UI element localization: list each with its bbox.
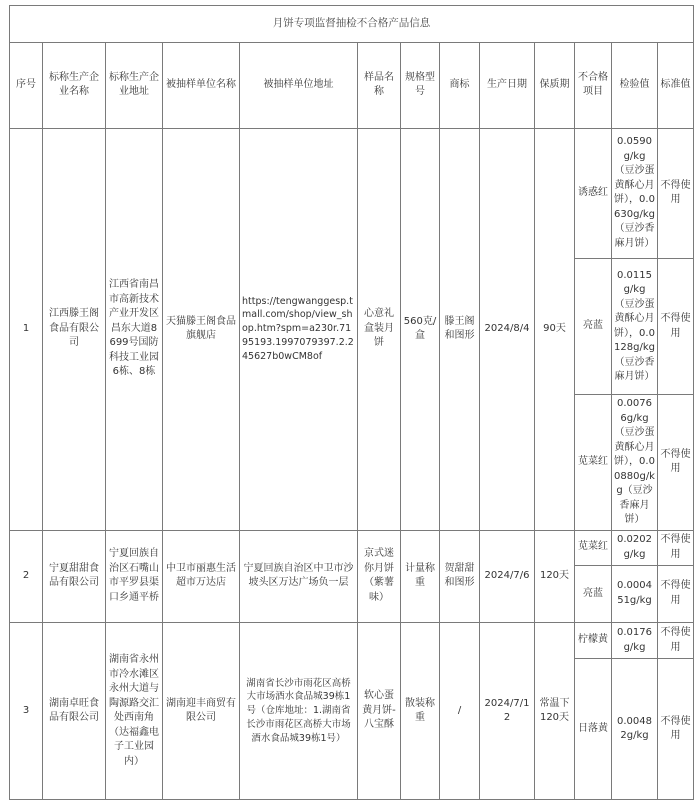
cell-seq: 2 <box>10 530 43 622</box>
cell-spec: 560克/盒 <box>401 128 440 530</box>
table-row <box>10 128 694 259</box>
header-sampled-unit-name: 被抽样单位名称 <box>163 43 240 128</box>
cell-standard-value: 不得使用 <box>658 659 694 800</box>
cell-production-date: 2024/7/12 <box>480 623 535 800</box>
header-manufacturer-address: 标称生产企业地址 <box>106 43 163 128</box>
cell-test-value: 0.0590g/kg（豆沙蛋黄酥心月饼），0.0630g/kg（豆沙香麻月饼） <box>612 128 658 259</box>
header-manufacturer-name: 标称生产企业名称 <box>43 43 106 128</box>
cell-test-value: 0.00482g/kg <box>612 659 658 800</box>
cell-standard-value: 不得使用 <box>658 128 694 259</box>
header-failed-item: 不合格项目 <box>575 43 612 128</box>
cell-test-value: 0.000451g/kg <box>612 565 658 622</box>
cell-sampled-unit-address: 宁夏回族自治区中卫市沙坡头区万达广场负一层 <box>240 530 358 622</box>
cell-failed-item: 亮蓝 <box>575 259 612 395</box>
cell-brand: 滕王阁和图形 <box>440 128 480 530</box>
header-production-date: 生产日期 <box>480 43 535 128</box>
cell-failed-item: 柠檬黄 <box>575 623 612 659</box>
cell-manufacturer-name: 宁夏甜甜食品有限公司 <box>43 530 106 622</box>
cell-brand: / <box>440 623 480 800</box>
cell-seq: 1 <box>10 128 43 530</box>
cell-test-value: 0.0202g/kg <box>612 530 658 565</box>
cell-shelf-life: 90天 <box>535 128 575 530</box>
nonconforming-products-table <box>9 5 694 800</box>
cell-sample-name: 心意礼盒装月饼 <box>358 128 401 530</box>
header-spec: 规格型号 <box>401 43 440 128</box>
cell-spec: 计量称重 <box>401 530 440 622</box>
cell-sampled-unit-name: 中卫市丽惠生活超市万达店 <box>163 530 240 622</box>
cell-sampled-unit-address: 湖南省长沙市雨花区高桥大市场酒水食品城39栋1号（仓库地址：1.湖南省长沙市雨花区高桥大市场酒水食品城39栋1号） <box>240 623 358 800</box>
cell-test-value: 0.0176g/kg <box>612 623 658 659</box>
cell-spec: 散装称重 <box>401 623 440 800</box>
cell-standard-value: 不得使用 <box>658 530 694 565</box>
header-shelf-life: 保质期 <box>535 43 575 128</box>
cell-brand: 贺甜甜和图形 <box>440 530 480 622</box>
cell-manufacturer-name: 江西滕王阁食品有限公司 <box>43 128 106 530</box>
cell-standard-value: 不得使用 <box>658 394 694 530</box>
header-seq: 序号 <box>10 43 43 128</box>
cell-failed-item: 苋菜红 <box>575 530 612 565</box>
header-sampled-unit-address: 被抽样单位地址 <box>240 43 358 128</box>
header-standard-value: 标准值 <box>658 43 694 128</box>
table-title: 月饼专项监督抽检不合格产品信息 <box>10 6 694 43</box>
cell-shelf-life: 120天 <box>535 530 575 622</box>
cell-manufacturer-address: 江西省南昌市高新技术产业开发区昌东大道8699号国防科技工业园6栋、8栋 <box>106 128 163 530</box>
cell-sampled-unit-address: https://tengwanggesp.tmall.com/shop/view_shop.htm?spm=a230r.7195193.1997079397.2.245627b0wCM8of <box>240 128 358 530</box>
cell-test-value: 0.00766g/kg（豆沙蛋黄酥心月饼），0.00880g/kg（豆沙香麻月饼） <box>612 394 658 530</box>
cell-seq: 3 <box>10 623 43 800</box>
header-sample-name: 样品名称 <box>358 43 401 128</box>
cell-production-date: 2024/8/4 <box>480 128 535 530</box>
cell-production-date: 2024/7/6 <box>480 530 535 622</box>
cell-standard-value: 不得使用 <box>658 259 694 395</box>
header-test-value: 检验值 <box>612 43 658 128</box>
header-brand: 商标 <box>440 43 480 128</box>
cell-test-value: 0.0115g/kg（豆沙蛋黄酥心月饼），0.0128g/kg（豆沙香麻月饼） <box>612 259 658 395</box>
cell-sampled-unit-name: 湖南迎丰商贸有限公司 <box>163 623 240 800</box>
cell-failed-item: 苋菜红 <box>575 394 612 530</box>
cell-manufacturer-address: 宁夏回族自治区石嘴山市平罗县渠口乡通平桥 <box>106 530 163 622</box>
table-row <box>10 623 694 659</box>
cell-failed-item: 日落黄 <box>575 659 612 800</box>
cell-sample-name: 软心蛋黄月饼-八宝酥 <box>358 623 401 800</box>
cell-failed-item: 诱惑红 <box>575 128 612 259</box>
cell-standard-value: 不得使用 <box>658 623 694 659</box>
cell-standard-value: 不得使用 <box>658 565 694 622</box>
cell-failed-item: 亮蓝 <box>575 565 612 622</box>
cell-sample-name: 京式迷你月饼（紫薯味） <box>358 530 401 622</box>
cell-sampled-unit-name: 天猫滕王阁食品旗舰店 <box>163 128 240 530</box>
table-row <box>10 530 694 565</box>
cell-shelf-life: 常温下120天 <box>535 623 575 800</box>
cell-manufacturer-address: 湖南省永州市冷水滩区永州大道与陶源路交汇处西南角（达福鑫电子工业园内） <box>106 623 163 800</box>
cell-manufacturer-name: 湖南卓旺食品有限公司 <box>43 623 106 800</box>
